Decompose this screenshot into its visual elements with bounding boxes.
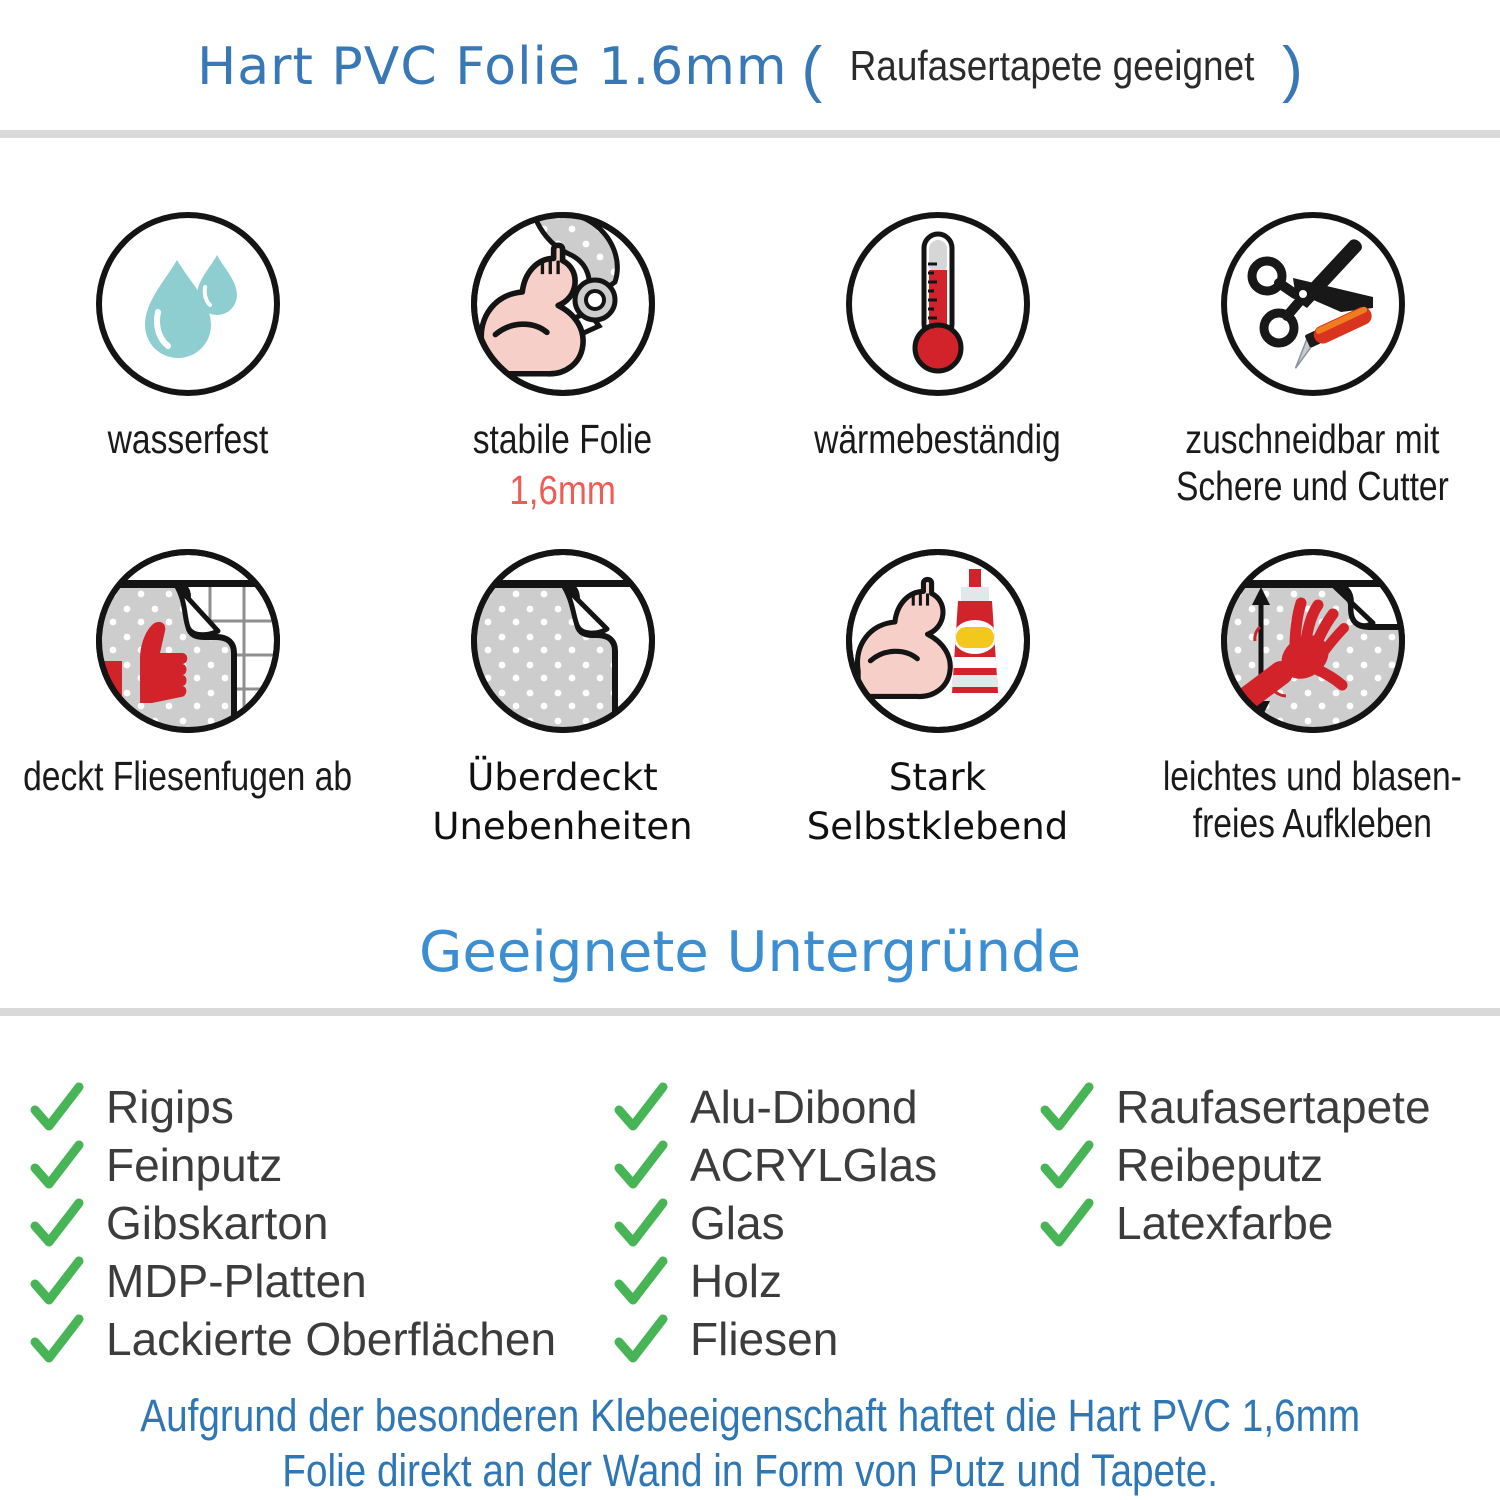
feature-selbstklebend xyxy=(750,545,1125,851)
caption-line: wasserfest xyxy=(107,416,268,462)
check-icon xyxy=(28,1255,84,1307)
feature-caption xyxy=(107,416,268,463)
list-item xyxy=(612,1252,937,1310)
thermometer-icon xyxy=(842,208,1034,400)
feature-caption xyxy=(1163,753,1462,847)
substrate-label: MDP-Platten xyxy=(106,1255,367,1307)
list-item xyxy=(1038,1194,1431,1252)
substrate-label: Latexfarbe xyxy=(1116,1197,1334,1249)
feature-caption xyxy=(1176,416,1449,510)
substrate-label: Lackierte Oberflächen xyxy=(106,1313,557,1365)
substrate-column-2 xyxy=(612,1078,937,1368)
substrate-label: Rigips xyxy=(106,1081,234,1133)
check-icon xyxy=(28,1197,84,1249)
caption-line: deckt Fliesenfugen ab xyxy=(23,753,352,799)
caption-line: stabile Folie xyxy=(472,416,653,462)
feature-caption xyxy=(807,753,1068,851)
check-icon xyxy=(612,1313,668,1365)
feature-aufkleben xyxy=(1125,545,1500,851)
feature-waermebestaendig xyxy=(750,208,1125,514)
check-icon xyxy=(1038,1081,1094,1133)
substrate-label: ACRYLGlas xyxy=(690,1139,938,1191)
caption-line: Unebenheiten xyxy=(432,805,693,848)
caption-line: leichtes und blasen- xyxy=(1162,753,1463,799)
paren-open: ( xyxy=(801,35,823,104)
page-title xyxy=(0,34,1500,105)
tile-thumb-icon xyxy=(92,545,284,737)
feature-note: 1,6mm xyxy=(509,467,616,513)
feature-row-2 xyxy=(0,545,1500,851)
paren-close: ) xyxy=(1282,35,1303,104)
caption-line: wärmebeständig xyxy=(814,416,1061,462)
list-item xyxy=(28,1310,556,1368)
footer-line: Aufgrund der besonderen Klebeeigenschaft haftet die Hart PVC 1,6mm xyxy=(140,1390,1360,1441)
list-item xyxy=(612,1136,937,1194)
check-icon xyxy=(612,1255,668,1307)
feature-fliesenfugen xyxy=(0,545,375,851)
smoothing-hand-icon xyxy=(1217,545,1409,737)
list-item xyxy=(1038,1078,1431,1136)
substrate-column-3 xyxy=(1038,1078,1431,1252)
check-icon xyxy=(28,1081,84,1133)
feature-row-1 xyxy=(0,208,1500,514)
feature-wasserfest xyxy=(0,208,375,514)
feature-unebenheiten xyxy=(375,545,750,851)
feature-caption xyxy=(473,416,652,463)
caption-line: Selbstklebend xyxy=(806,805,1069,848)
list-item xyxy=(28,1136,556,1194)
substrate-label: Glas xyxy=(690,1197,785,1249)
list-item xyxy=(28,1252,556,1310)
divider-top xyxy=(0,130,1500,138)
list-item xyxy=(612,1194,937,1252)
caption-line: Schere und Cutter xyxy=(1176,463,1449,509)
footer-text xyxy=(140,1388,1360,1498)
list-item xyxy=(612,1310,937,1368)
feature-zuschneidbar xyxy=(1125,208,1500,514)
list-item xyxy=(28,1078,556,1136)
feature-caption xyxy=(23,753,352,800)
water-drops-icon xyxy=(92,208,284,400)
substrate-label: Holz xyxy=(690,1255,783,1307)
glue-arm-icon xyxy=(842,545,1034,737)
substrate-label: Feinputz xyxy=(106,1139,283,1191)
check-icon xyxy=(612,1197,668,1249)
feature-stabile-folie xyxy=(375,208,750,514)
feature-caption xyxy=(432,753,692,851)
check-icon xyxy=(612,1081,668,1133)
substrate-label: Gibskarton xyxy=(106,1197,329,1249)
check-icon xyxy=(612,1139,668,1191)
list-item xyxy=(28,1194,556,1252)
title-main: Hart PVC Folie 1.6mm xyxy=(197,37,788,97)
list-item xyxy=(612,1078,937,1136)
strong-foil-icon xyxy=(467,208,659,400)
caption-line: Stark xyxy=(888,756,987,799)
caption-line: Überdeckt xyxy=(467,756,658,799)
substrate-label: Reibeputz xyxy=(1116,1139,1324,1191)
check-icon xyxy=(1038,1139,1094,1191)
caption-line: zuschneidbar mit xyxy=(1185,416,1440,462)
footer-note xyxy=(0,1388,1500,1498)
caption-line: freies Aufkleben xyxy=(1192,800,1433,846)
substrate-label: Raufasertapete xyxy=(1116,1081,1431,1133)
paren-text: Raufasertapete geeignet xyxy=(849,42,1255,89)
check-icon xyxy=(1038,1197,1094,1249)
list-item xyxy=(1038,1136,1431,1194)
footer-line: Folie direkt an der Wand in Form von Putz und Tapete. xyxy=(282,1445,1218,1496)
section-title: Geeignete Untergründe xyxy=(418,920,1082,985)
feature-caption xyxy=(814,416,1061,463)
substrate-label: Alu-Dibond xyxy=(690,1081,918,1133)
scissors-cutter-icon xyxy=(1217,208,1409,400)
check-icon xyxy=(28,1139,84,1191)
substrate-column-1 xyxy=(28,1078,556,1368)
divider-middle xyxy=(0,1008,1500,1016)
substrate-label: Fliesen xyxy=(690,1313,839,1365)
title-paren xyxy=(801,35,1303,104)
foil-overlay-icon xyxy=(467,545,659,737)
check-icon xyxy=(28,1313,84,1365)
